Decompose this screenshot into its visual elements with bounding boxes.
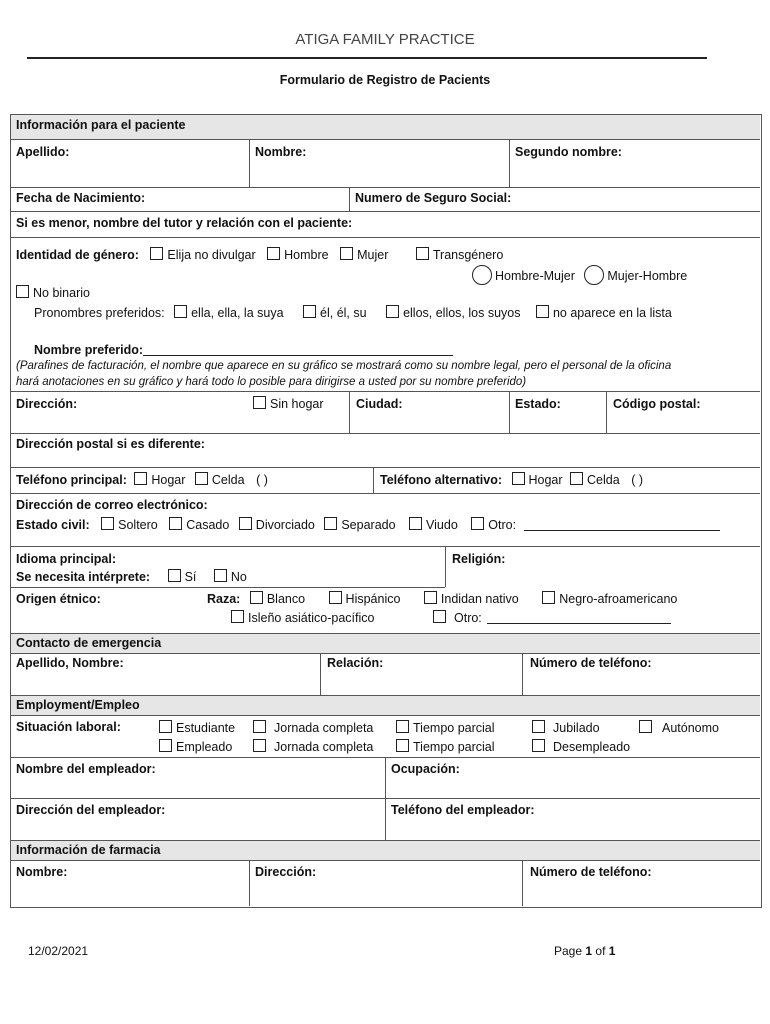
preferred-note-2: hará anotaciones en su gráfico y hará todo lo posible para dirigirse a usted por su nombre preferido) — [16, 376, 527, 388]
civil-viudo-checkbox[interactable] — [409, 517, 422, 530]
vline — [249, 139, 250, 187]
employment-row-1d — [532, 720, 600, 735]
phone-main-row — [16, 472, 268, 487]
raza-row-2b — [433, 610, 671, 625]
footer-date: 12/02/2021 — [28, 944, 89, 958]
telefono-principal-label: Teléfono principal: — [16, 473, 127, 487]
emergency-section-title: Contacto de emergencia — [16, 636, 162, 650]
raza-label: Raza: — [207, 592, 241, 606]
religion-label: Religión: — [452, 552, 506, 566]
no-binario-row — [16, 285, 90, 300]
emp-estudiante-label: Estudiante — [176, 721, 236, 735]
employment-row-1b — [253, 720, 373, 735]
vline — [522, 653, 523, 695]
idioma-label: Idioma principal: — [16, 552, 117, 566]
vline — [509, 139, 510, 187]
correo-label: Dirección de correo electrónico: — [16, 498, 208, 512]
raza-nativo-checkbox[interactable] — [424, 591, 437, 604]
phone-alt-row — [380, 472, 643, 487]
gender-decline-label: Elija no divulgar — [167, 248, 256, 262]
emp-desempleado-label: Desempleado — [553, 740, 631, 754]
raza-otro-checkbox[interactable] — [433, 610, 446, 623]
emp-jornada-1-label: Jornada completa — [274, 721, 374, 735]
pharmacy-telefono-label: Número de teléfono: — [530, 865, 652, 879]
mujer-hombre-label: Mujer-Hombre — [607, 269, 688, 283]
raza-blanco-checkbox[interactable] — [250, 591, 263, 604]
phone-main-hogar-label: Hogar — [151, 473, 186, 487]
pronoun-ella-checkbox[interactable] — [174, 305, 187, 318]
raza-negro-checkbox[interactable] — [542, 591, 555, 604]
preferred-note-1: (Parafines de facturación, el nombre que aparece en su gráfico se mostrará como su nombre legal, pero el personal de la oficina — [16, 360, 672, 372]
civil-casado-label: Casado — [186, 518, 230, 532]
patient-section-title: Información para el paciente — [16, 118, 186, 132]
sin-hogar-label: Sin hogar — [270, 397, 324, 411]
phone-main-celda-checkbox[interactable] — [195, 472, 208, 485]
civil-divorciado-checkbox[interactable] — [239, 517, 252, 530]
gender-female-checkbox[interactable] — [340, 247, 353, 260]
hline — [11, 139, 760, 140]
interprete-row — [16, 569, 247, 584]
interprete-no-checkbox[interactable] — [214, 569, 227, 582]
civil-separado-label: Separado — [341, 518, 396, 532]
emp-jornada-1-checkbox[interactable] — [253, 720, 266, 733]
pronouns-row — [34, 305, 672, 320]
preferred-name-label: Nombre preferido: — [34, 343, 144, 357]
employment-row-1c — [396, 720, 495, 735]
page-total: 1 — [608, 944, 616, 958]
ocupacion-label: Ocupación: — [391, 762, 460, 776]
raza-nativo-label: Indidan nativo — [440, 592, 519, 606]
phone-main-hogar-checkbox[interactable] — [134, 472, 147, 485]
phone-alt-celda-label: Celda — [587, 473, 620, 487]
emp-autonomo-checkbox[interactable] — [639, 720, 652, 733]
fecha-nacimiento-label: Fecha de Nacimiento: — [16, 191, 146, 205]
hombre-mujer-label: Hombre-Mujer — [495, 269, 575, 283]
hline — [11, 433, 760, 434]
raza-hispanico-checkbox[interactable] — [329, 591, 342, 604]
preferred-name-row — [34, 343, 453, 357]
civil-otro-checkbox[interactable] — [471, 517, 484, 530]
employment-section-title: Employment/Empleo — [16, 698, 140, 712]
raza-row-2a — [231, 610, 374, 625]
page-word: Page — [554, 944, 583, 958]
telefono-alternativo-label: Teléfono alternativo: — [380, 473, 503, 487]
phone-alt-hogar-label: Hogar — [528, 473, 563, 487]
employment-row-2c — [396, 739, 495, 754]
civil-casado-checkbox[interactable] — [169, 517, 182, 530]
gender-trans-label: Transgénero — [432, 248, 504, 262]
hline — [11, 840, 760, 841]
emp-empleado-label: Empleado — [176, 740, 233, 754]
footer-page — [554, 944, 615, 958]
civil-viudo-label: Viudo — [426, 518, 458, 532]
vline — [320, 653, 321, 695]
employment-row-1e — [639, 720, 719, 735]
nombre-label: Nombre: — [255, 145, 307, 159]
vline — [349, 187, 350, 211]
no-binario-checkbox[interactable] — [16, 285, 29, 298]
pronoun-el-checkbox[interactable] — [303, 305, 316, 318]
raza-negro-label: Negro-afroamericano — [559, 592, 678, 606]
vline — [606, 391, 607, 433]
phone-alt-celda-checkbox[interactable] — [570, 472, 583, 485]
emp-empleado-checkbox[interactable] — [159, 739, 172, 752]
emp-parcial-1-label: Tiempo parcial — [413, 721, 495, 735]
pronouns-label: Pronombres preferidos: — [34, 306, 165, 320]
civil-otro-label: Otro: — [488, 518, 517, 532]
vline — [522, 860, 523, 906]
emp-autonomo-label: Autónomo — [662, 721, 719, 735]
vline — [385, 757, 386, 840]
pronoun-otro-checkbox[interactable] — [536, 305, 549, 318]
pronoun-ellos-checkbox[interactable] — [386, 305, 399, 318]
practice-name: ATIGA FAMILY PRACTICE — [295, 31, 475, 48]
hline — [11, 633, 760, 634]
origen-label: Origen étnico: — [16, 592, 101, 606]
header-rule — [27, 57, 707, 59]
trans-options — [472, 265, 687, 285]
raza-row-1 — [207, 591, 677, 606]
telefono-empleador-label: Teléfono del empleador: — [391, 803, 535, 817]
interprete-no-label: No — [230, 570, 247, 584]
employment-row-1 — [159, 720, 235, 735]
estado-civil-label: Estado civil: — [16, 518, 90, 532]
emergency-nombre-label: Apellido, Nombre: — [16, 656, 124, 670]
gender-trans-checkbox[interactable] — [416, 247, 429, 260]
interprete-si-checkbox[interactable] — [168, 569, 181, 582]
empleador-label: Nombre del empleador: — [16, 762, 156, 776]
hline — [11, 187, 760, 188]
direccion-empleador-label: Dirección del empleador: — [16, 803, 166, 817]
emp-desempleado-checkbox[interactable] — [532, 739, 545, 752]
interprete-si-label: Sí — [184, 570, 197, 584]
estado-label: Estado: — [515, 397, 561, 411]
sin-hogar — [253, 396, 324, 411]
mujer-hombre-radio[interactable] — [584, 265, 604, 285]
pronoun-ella-label: ella, ella, la suya — [191, 306, 284, 320]
hline — [11, 546, 760, 547]
hline — [11, 860, 760, 861]
vline — [509, 391, 510, 433]
pronoun-ellos-label: ellos, ellos, los suyos — [403, 306, 521, 320]
emergency-relacion-label: Relación: — [327, 656, 384, 670]
apellido-label: Apellido: — [16, 145, 70, 159]
direccion-postal-label: Dirección postal si es diferente: — [16, 437, 205, 451]
gender-male-checkbox[interactable] — [267, 247, 280, 260]
direccion-label: Dirección: — [16, 397, 78, 411]
hline — [11, 587, 445, 588]
vline — [373, 467, 374, 493]
hline — [11, 467, 760, 468]
emp-jubilado-checkbox[interactable] — [532, 720, 545, 733]
hline — [11, 391, 760, 392]
hline — [11, 211, 760, 212]
civil-separado-checkbox[interactable] — [324, 517, 337, 530]
hline — [11, 493, 760, 494]
employment-row-2 — [159, 739, 232, 754]
pronoun-el-label: él, él, su — [320, 306, 367, 320]
ciudad-label: Ciudad: — [356, 397, 403, 411]
hline — [11, 237, 760, 238]
pronoun-otro-label: no aparece en la lista — [552, 306, 672, 320]
gender-row — [16, 247, 503, 262]
employment-row-2b — [253, 739, 373, 754]
civil-soltero-label: Soltero — [118, 518, 158, 532]
gender-label: Identidad de género: — [16, 248, 139, 262]
gender-female-label: Mujer — [357, 248, 389, 262]
raza-asiatico-checkbox[interactable] — [231, 610, 244, 623]
phone-alt-paren: ( ) — [631, 473, 643, 487]
emergency-telefono-label: Número de teléfono: — [530, 656, 652, 670]
gender-decline-checkbox[interactable] — [150, 247, 163, 260]
seguro-social-label: Numero de Seguro Social: — [355, 191, 512, 205]
no-binario-label: No binario — [33, 286, 90, 300]
emp-parcial-2-label: Tiempo parcial — [413, 740, 495, 754]
situacion-label: Situación laboral: — [16, 720, 121, 734]
emp-jornada-2-checkbox[interactable] — [253, 739, 266, 752]
civil-divorciado-label: Divorciado — [255, 518, 315, 532]
pharmacy-section-title: Información de farmacia — [16, 843, 161, 857]
emp-estudiante-checkbox[interactable] — [159, 720, 172, 733]
raza-otro-field[interactable] — [487, 611, 671, 624]
phone-main-celda-label: Celda — [211, 473, 245, 487]
interprete-label: Se necesita intérprete: — [16, 570, 151, 584]
pharmacy-nombre-label: Nombre: — [16, 865, 68, 879]
employment-row-2d — [532, 739, 630, 754]
emp-jubilado-label: Jubilado — [553, 721, 600, 735]
emp-jornada-2-label: Jornada completa — [274, 740, 374, 754]
gender-male-label: Hombre — [284, 248, 329, 262]
vline — [249, 860, 250, 906]
sin-hogar-checkbox[interactable] — [253, 396, 266, 409]
raza-otro-label: Otro: — [454, 611, 482, 625]
vline — [349, 391, 350, 433]
page-of: of — [595, 944, 606, 958]
phone-alt-hogar-checkbox[interactable] — [512, 472, 525, 485]
raza-blanco-label: Blanco — [266, 592, 306, 606]
form-title: Formulario de Registro de Pacients — [279, 73, 491, 87]
hline — [11, 653, 760, 654]
hline — [11, 715, 760, 716]
page-current: 1 — [585, 944, 593, 958]
raza-hispanico-label: Hispánico — [345, 592, 401, 606]
codigo-postal-label: Código postal: — [613, 397, 701, 411]
civil-row — [16, 517, 720, 532]
pharmacy-direccion-label: Dirección: — [255, 865, 317, 879]
tutor-label: Si es menor, nombre del tutor y relación con el paciente: — [16, 216, 353, 230]
segundo-nombre-label: Segundo nombre: — [515, 145, 622, 159]
raza-asiatico-label: Isleño asiático-pacífico — [248, 611, 375, 625]
civil-otro-field[interactable] — [524, 518, 720, 531]
preferred-name-field[interactable] — [143, 343, 453, 356]
hline — [11, 695, 760, 696]
phone-main-paren: ( ) — [256, 473, 268, 487]
emp-parcial-1-checkbox[interactable] — [396, 720, 409, 733]
emp-parcial-2-checkbox[interactable] — [396, 739, 409, 752]
civil-soltero-checkbox[interactable] — [101, 517, 114, 530]
vline — [445, 546, 446, 587]
hombre-mujer-radio[interactable] — [472, 265, 492, 285]
